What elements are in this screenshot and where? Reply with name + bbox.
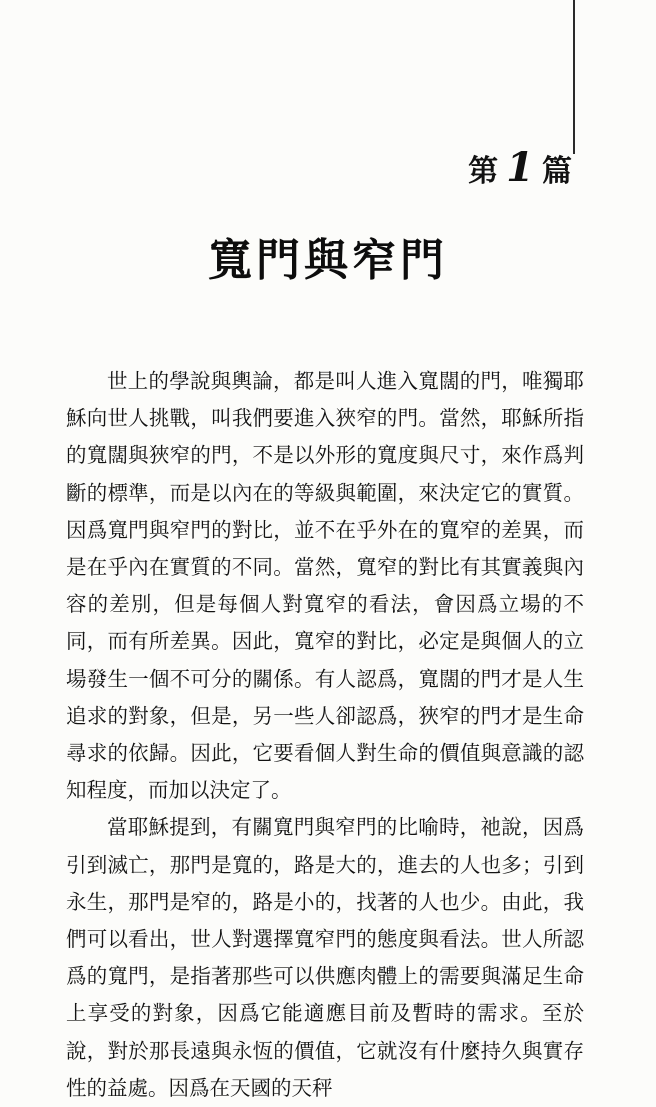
chapter-suffix: 篇 [542,154,572,189]
chapter-prefix: 第 [468,154,499,189]
paragraph-2: 當耶穌提到，有關寬門與窄門的比喻時，祂說，因爲引到滅亡，那門是寬的，路是大的，進去的人也多；引到永生，那門是窄的，路是小的，找著的人也少。由此，我們可以看出，世人對選擇寬窄門的態度與看法。世人所認爲的寬門，是指著那些可以供應肉體上的需要與滿足生命上享受的對象，因爲它能適應目前及暫時的需求。至於說，對於那長遠與永恆的價值，它就沒有什麼持久與實存性的益處。因爲在天國的天秤 [66,815,584,1100]
chapter-label [468,146,572,190]
chapter-number: 1 [506,144,534,191]
page-title: 寬門與窄門 [208,235,448,286]
paragraph-1: 世上的學說與輿論，都是叫人進入寬闊的門，唯獨耶穌向世人挑戰，叫我們要進入狹窄的門。當然，耶穌所指的寬闊與狹窄的門，不是以外形的寬度與尺寸，來作爲判斷的標準，而是以內在的等級與範圍，來決定它的實質。因爲寬門與窄門的對比，並不在乎外在的寬窄的差異，而是在乎內在實質的不同。當然，寬窄的對比有其實義與內容的差別，但是每個人對寬窄的看法，會因爲立場的不同，而有所差異。因此，寬窄的對比，必定是與個人的立場發生一個不可分的關係。有人認爲，寬闊的門才是人生追求的對象，但是，另一些人卻認爲，狹窄的門才是生命尋求的依歸。因此，它要看個人對生命的價值與意識的認知程度，而加以決定了。 [66,369,584,803]
margin-rule [573,0,575,154]
body-text [66,363,584,1107]
